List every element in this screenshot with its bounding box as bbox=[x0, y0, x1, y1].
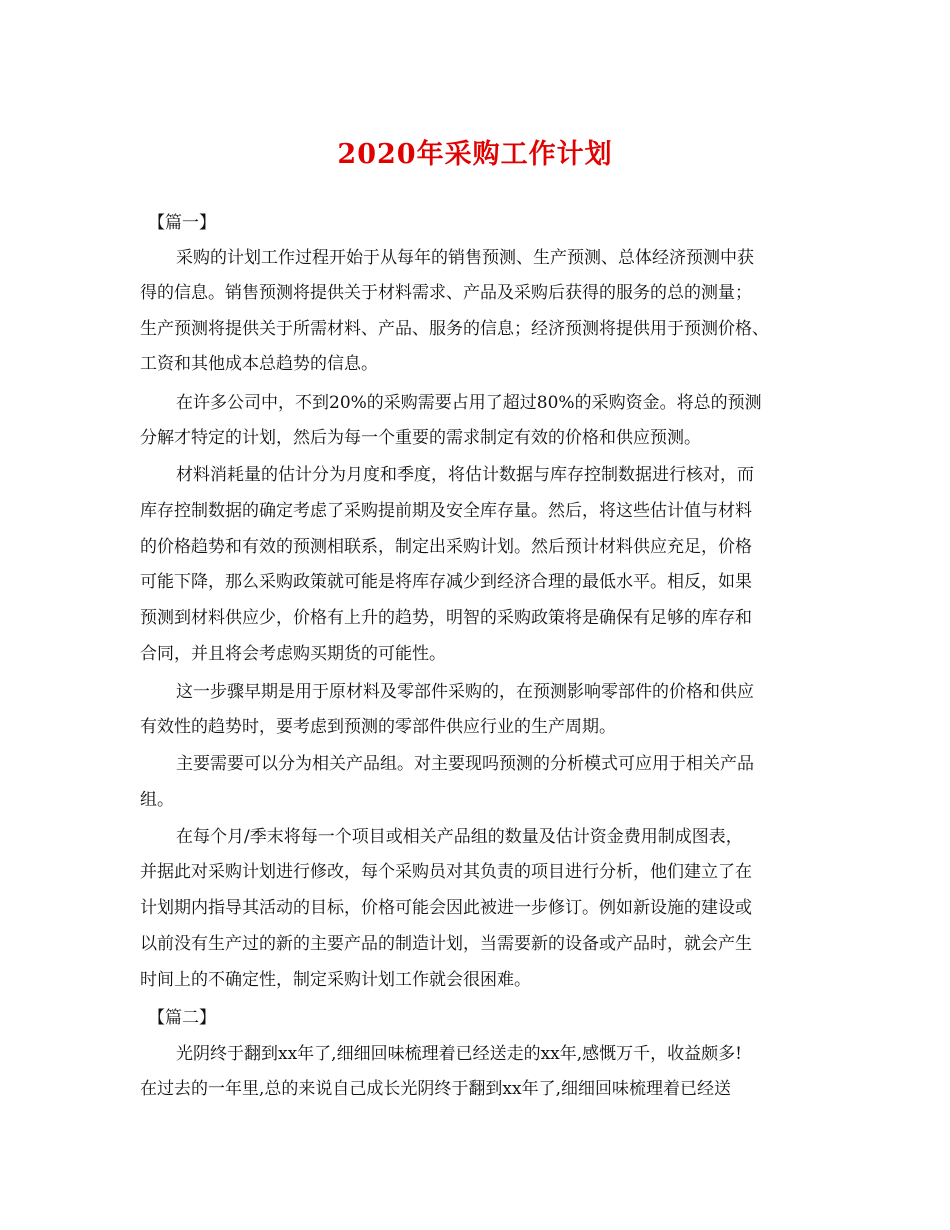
paragraph-line: 计划期内指导其活动的目标，价格可能会因此被进一步修订。例如新设施的建设或 bbox=[140, 898, 752, 918]
paragraph-line: 以前没有生产过的新的主要产品的制造计划，当需要新的设备或产品时，就会产生 bbox=[140, 934, 752, 954]
paragraph-line: 并据此对采购计划进行修改，每个采购员对其负责的项目进行分析，他们建立了在 bbox=[140, 862, 752, 882]
paragraph-line: 可能下降，那么采购政策就可能是将库存减少到经济合理的最低水平。相反，如果 bbox=[140, 572, 752, 592]
paragraph-line: 这一步骤早期是用于原材料及零部件采购的，在预测影响零部件的价格和供应 bbox=[176, 682, 754, 702]
paragraph-line: 采购的计划工作过程开始于从每年的销售预测、生产预测、总体经济预测中获 bbox=[176, 248, 754, 268]
section-heading: 【篇二】 bbox=[148, 1008, 216, 1028]
paragraph-line: 生产预测将提供关于所需材料、产品、服务的信息；经济预测将提供用于预测价格、 bbox=[140, 319, 769, 339]
paragraph-line: 在每个月/季末将每一个项目或相关产品组的数量及估计资金费用制成图表， bbox=[176, 827, 743, 847]
document-title: 2020年采购工作计划 bbox=[337, 139, 613, 170]
paragraph-line: 得的信息。销售预测将提供关于材料需求、产品及采购后获得的服务的总的测量； bbox=[140, 283, 752, 303]
paragraph-line: 库存控制数据的确定考虑了采购提前期及安全库存量。然后，将这些估计值与材料 bbox=[140, 501, 752, 521]
paragraph-line: 在许多公司中，不到20%的采购需要占用了超过80%的采购资金。将总的预测 bbox=[176, 393, 762, 413]
paragraph-line: 时间上的不确定性，制定采购计划工作就会很困难。 bbox=[140, 970, 531, 990]
paragraph-line: 组。 bbox=[140, 790, 174, 810]
paragraph-line: 分解才特定的计划，然后为每一个重要的需求制定有效的价格和供应预测。 bbox=[140, 428, 701, 448]
paragraph-line: 光阴终于翻到xx年了,细细回味梳理着已经送走的xx年,感慨万千，收益颇多! bbox=[176, 1044, 742, 1064]
paragraph-line: 合同，并且将会考虑购买期货的可能性。 bbox=[140, 644, 446, 664]
section-heading: 【篇一】 bbox=[148, 213, 216, 233]
paragraph-line: 工资和其他成本总趋势的信息。 bbox=[140, 354, 378, 374]
paragraph-line: 有效性的趋势时，要考虑到预测的零部件供应行业的生产周期。 bbox=[140, 717, 616, 737]
paragraph-line: 在过去的一年里,总的来说自己成长光阴终于翻到xx年了,细细回味梳理着已经送 bbox=[140, 1079, 731, 1099]
paragraph-line: 材料消耗量的估计分为月度和季度，将估计数据与库存控制数据进行核对，而 bbox=[176, 465, 754, 485]
paragraph-line: 预测到材料供应少，价格有上升的趋势，明智的采购政策将是确保有足够的库存和 bbox=[140, 608, 752, 628]
paragraph-line: 主要需要可以分为相关产品组。对主要现吗预测的分析模式可应用于相关产品 bbox=[176, 754, 754, 774]
paragraph-line: 的价格趋势和有效的预测相联系，制定出采购计划。然后预计材料供应充足，价格 bbox=[140, 537, 752, 557]
